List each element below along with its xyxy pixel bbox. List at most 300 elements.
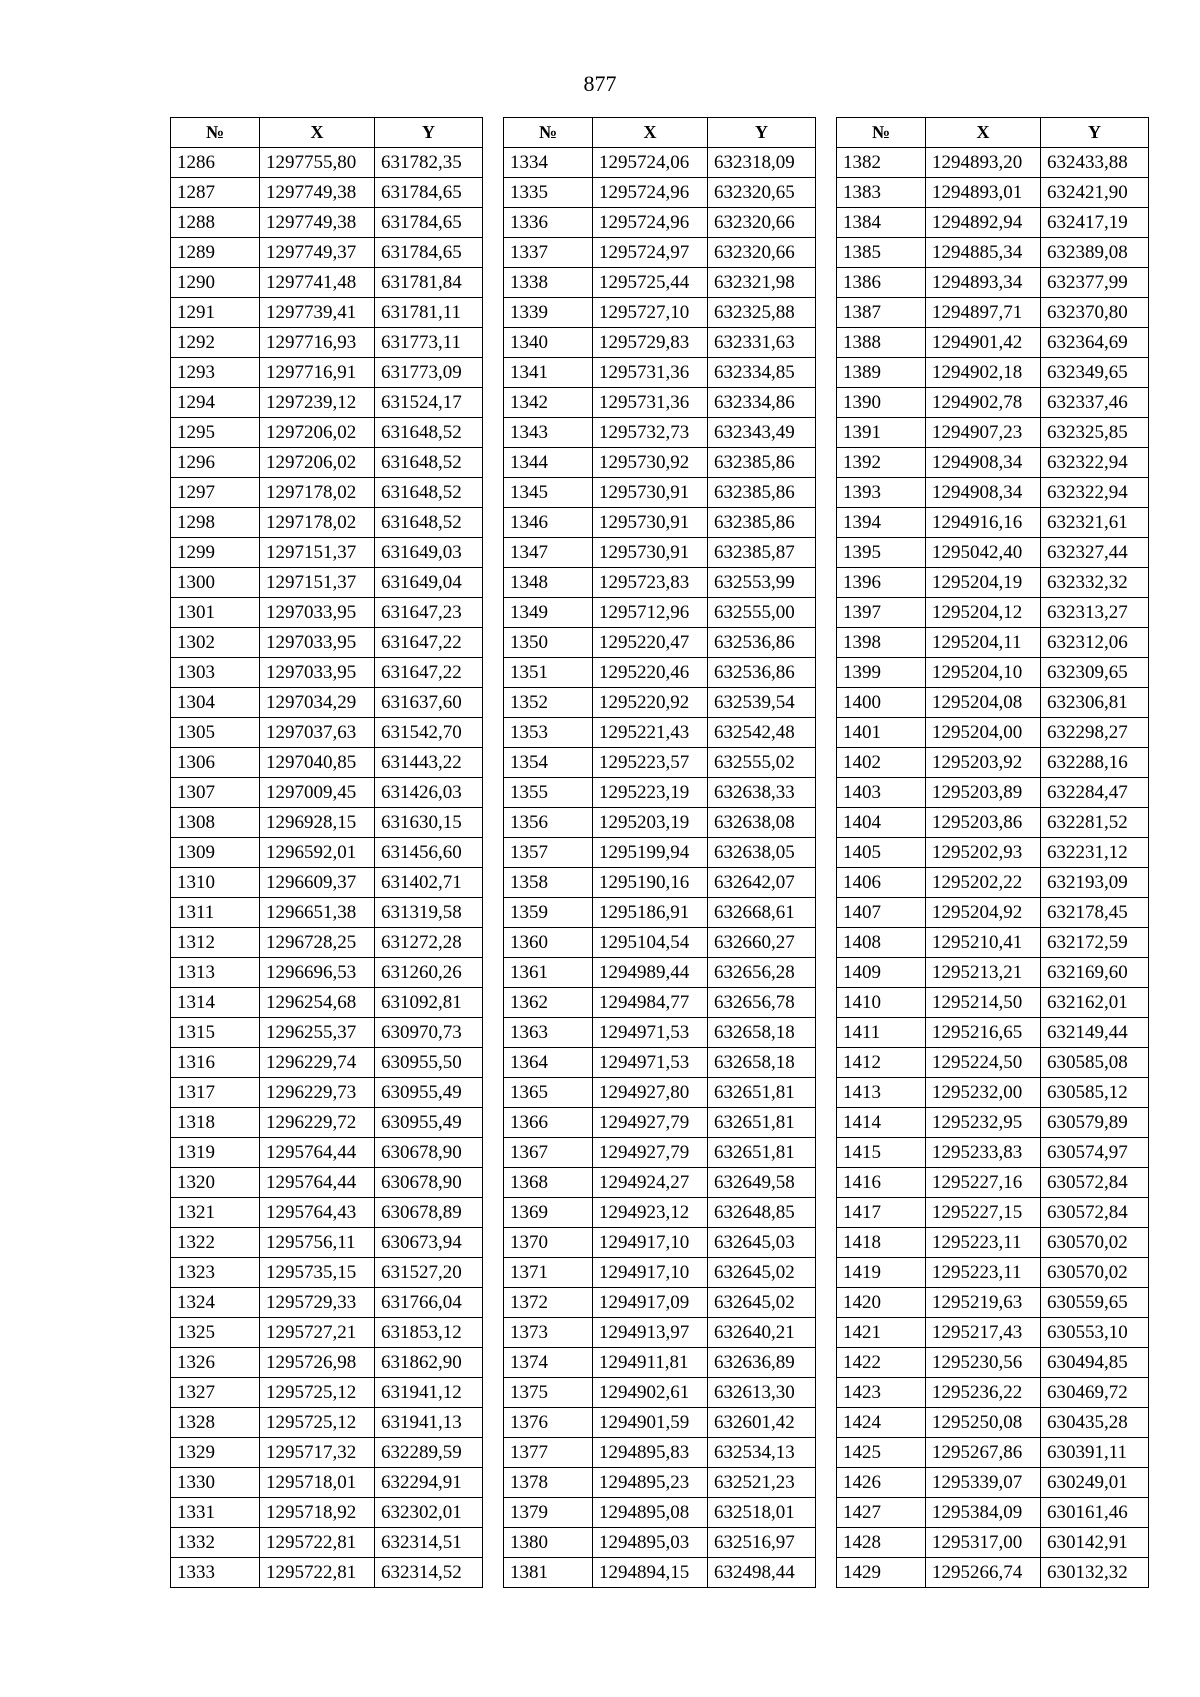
cell-x: 1294908,34 bbox=[926, 448, 1041, 478]
cell-y: 632648,85 bbox=[708, 1198, 816, 1228]
cell-x: 1294895,03 bbox=[593, 1528, 708, 1558]
table-row bbox=[504, 568, 816, 598]
cell-x: 1295221,43 bbox=[593, 718, 708, 748]
table-header-row bbox=[837, 118, 1149, 148]
cell-x: 1297009,45 bbox=[260, 778, 375, 808]
cell-x: 1294917,09 bbox=[593, 1288, 708, 1318]
table-row bbox=[837, 1498, 1149, 1528]
table-row bbox=[171, 328, 483, 358]
cell-x: 1295204,19 bbox=[926, 568, 1041, 598]
cell-y: 632320,65 bbox=[708, 178, 816, 208]
cell-x: 1297033,95 bbox=[260, 658, 375, 688]
cell-x: 1295727,21 bbox=[260, 1318, 375, 1348]
cell-x: 1297040,85 bbox=[260, 748, 375, 778]
cell-x: 1294902,18 bbox=[926, 358, 1041, 388]
cell-number: 1419 bbox=[837, 1258, 926, 1288]
cell-y: 632421,90 bbox=[1041, 178, 1149, 208]
cell-x: 1295266,74 bbox=[926, 1558, 1041, 1588]
cell-number: 1389 bbox=[837, 358, 926, 388]
cell-y: 630572,84 bbox=[1041, 1198, 1149, 1228]
cell-y: 631649,03 bbox=[375, 538, 483, 568]
cell-number: 1424 bbox=[837, 1408, 926, 1438]
table-row bbox=[837, 1168, 1149, 1198]
table-row bbox=[837, 1078, 1149, 1108]
cell-y: 632314,51 bbox=[375, 1528, 483, 1558]
cell-x: 1295204,11 bbox=[926, 628, 1041, 658]
table-row bbox=[837, 628, 1149, 658]
cell-y: 631941,13 bbox=[375, 1408, 483, 1438]
cell-y: 632364,69 bbox=[1041, 328, 1149, 358]
table-row bbox=[171, 238, 483, 268]
cell-number: 1375 bbox=[504, 1378, 593, 1408]
table-row bbox=[504, 1138, 816, 1168]
cell-y: 630955,49 bbox=[375, 1078, 483, 1108]
cell-number: 1305 bbox=[171, 718, 260, 748]
cell-y: 632555,00 bbox=[708, 598, 816, 628]
cell-number: 1342 bbox=[504, 388, 593, 418]
cell-number: 1291 bbox=[171, 298, 260, 328]
cell-y: 630161,46 bbox=[1041, 1498, 1149, 1528]
cell-x: 1297206,02 bbox=[260, 448, 375, 478]
cell-x: 1295190,16 bbox=[593, 868, 708, 898]
cell-x: 1295718,01 bbox=[260, 1468, 375, 1498]
cell-x: 1294892,94 bbox=[926, 208, 1041, 238]
cell-number: 1399 bbox=[837, 658, 926, 688]
cell-x: 1297749,38 bbox=[260, 178, 375, 208]
cell-number: 1381 bbox=[504, 1558, 593, 1588]
cell-y: 632334,85 bbox=[708, 358, 816, 388]
cell-number: 1357 bbox=[504, 838, 593, 868]
table-row bbox=[837, 1348, 1149, 1378]
cell-number: 1344 bbox=[504, 448, 593, 478]
cell-number: 1301 bbox=[171, 598, 260, 628]
cell-y: 632613,30 bbox=[708, 1378, 816, 1408]
table-row bbox=[837, 598, 1149, 628]
cell-x: 1295731,36 bbox=[593, 388, 708, 418]
cell-number: 1428 bbox=[837, 1528, 926, 1558]
cell-y: 632349,65 bbox=[1041, 358, 1149, 388]
cell-y: 631647,22 bbox=[375, 628, 483, 658]
cell-x: 1295204,92 bbox=[926, 898, 1041, 928]
cell-y: 631648,52 bbox=[375, 418, 483, 448]
cell-y: 632321,61 bbox=[1041, 508, 1149, 538]
cell-y: 630132,32 bbox=[1041, 1558, 1149, 1588]
cell-x: 1295725,12 bbox=[260, 1408, 375, 1438]
cell-y: 631443,22 bbox=[375, 748, 483, 778]
cell-number: 1404 bbox=[837, 808, 926, 838]
cell-x: 1294989,44 bbox=[593, 958, 708, 988]
table-row bbox=[504, 418, 816, 448]
table-row bbox=[837, 1438, 1149, 1468]
cell-x: 1295219,63 bbox=[926, 1288, 1041, 1318]
table-row bbox=[504, 1108, 816, 1138]
table-row bbox=[171, 718, 483, 748]
cell-y: 632337,46 bbox=[1041, 388, 1149, 418]
cell-y: 632284,47 bbox=[1041, 778, 1149, 808]
cell-y: 632645,02 bbox=[708, 1258, 816, 1288]
cell-y: 632193,09 bbox=[1041, 868, 1149, 898]
cell-number: 1356 bbox=[504, 808, 593, 838]
cell-number: 1398 bbox=[837, 628, 926, 658]
cell-x: 1295204,10 bbox=[926, 658, 1041, 688]
cell-number: 1332 bbox=[171, 1528, 260, 1558]
table-row bbox=[837, 838, 1149, 868]
cell-x: 1294984,77 bbox=[593, 988, 708, 1018]
cell-number: 1288 bbox=[171, 208, 260, 238]
coordinates-table-1 bbox=[170, 117, 483, 1588]
cell-y: 632149,44 bbox=[1041, 1018, 1149, 1048]
table-row bbox=[837, 238, 1149, 268]
cell-y: 632656,78 bbox=[708, 988, 816, 1018]
table-row bbox=[171, 178, 483, 208]
table-row bbox=[837, 658, 1149, 688]
cell-x: 1297178,02 bbox=[260, 478, 375, 508]
cell-x: 1295722,81 bbox=[260, 1558, 375, 1588]
cell-number: 1322 bbox=[171, 1228, 260, 1258]
table-row bbox=[504, 988, 816, 1018]
cell-number: 1298 bbox=[171, 508, 260, 538]
cell-x: 1295233,83 bbox=[926, 1138, 1041, 1168]
cell-y: 632668,61 bbox=[708, 898, 816, 928]
table-row bbox=[171, 958, 483, 988]
table-row bbox=[837, 868, 1149, 898]
table-row bbox=[171, 688, 483, 718]
cell-number: 1414 bbox=[837, 1108, 926, 1138]
table-row bbox=[171, 208, 483, 238]
cell-x: 1295384,09 bbox=[926, 1498, 1041, 1528]
cell-x: 1297716,91 bbox=[260, 358, 375, 388]
cell-number: 1327 bbox=[171, 1378, 260, 1408]
cell-x: 1295236,22 bbox=[926, 1378, 1041, 1408]
table-row bbox=[837, 1288, 1149, 1318]
table-row bbox=[837, 688, 1149, 718]
table-row bbox=[171, 448, 483, 478]
cell-y: 630970,73 bbox=[375, 1018, 483, 1048]
cell-number: 1385 bbox=[837, 238, 926, 268]
cell-y: 631784,65 bbox=[375, 208, 483, 238]
cell-x: 1295204,00 bbox=[926, 718, 1041, 748]
table-row bbox=[504, 718, 816, 748]
table-row bbox=[171, 1438, 483, 1468]
cell-x: 1295042,40 bbox=[926, 538, 1041, 568]
cell-y: 631862,90 bbox=[375, 1348, 483, 1378]
cell-x: 1295203,92 bbox=[926, 748, 1041, 778]
table-row bbox=[504, 1048, 816, 1078]
cell-number: 1371 bbox=[504, 1258, 593, 1288]
cell-x: 1295186,91 bbox=[593, 898, 708, 928]
cell-y: 632385,87 bbox=[708, 538, 816, 568]
cell-x: 1294927,79 bbox=[593, 1108, 708, 1138]
cell-x: 1296255,37 bbox=[260, 1018, 375, 1048]
cell-x: 1297239,12 bbox=[260, 388, 375, 418]
table-row bbox=[504, 1378, 816, 1408]
cell-number: 1365 bbox=[504, 1078, 593, 1108]
cell-y: 631784,65 bbox=[375, 178, 483, 208]
cell-number: 1384 bbox=[837, 208, 926, 238]
table-row bbox=[504, 898, 816, 928]
cell-x: 1295230,56 bbox=[926, 1348, 1041, 1378]
cell-x: 1295199,94 bbox=[593, 838, 708, 868]
table-row bbox=[837, 148, 1149, 178]
cell-y: 631781,11 bbox=[375, 298, 483, 328]
cell-number: 1307 bbox=[171, 778, 260, 808]
cell-number: 1407 bbox=[837, 898, 926, 928]
cell-number: 1352 bbox=[504, 688, 593, 718]
cell-number: 1302 bbox=[171, 628, 260, 658]
cell-y: 632651,81 bbox=[708, 1108, 816, 1138]
cell-x: 1295718,92 bbox=[260, 1498, 375, 1528]
cell-y: 632656,28 bbox=[708, 958, 816, 988]
table-row bbox=[171, 388, 483, 418]
cell-x: 1296928,15 bbox=[260, 808, 375, 838]
cell-number: 1406 bbox=[837, 868, 926, 898]
cell-y: 630678,90 bbox=[375, 1138, 483, 1168]
table-row bbox=[504, 1558, 816, 1588]
table-row bbox=[504, 1168, 816, 1198]
cell-number: 1410 bbox=[837, 988, 926, 1018]
cell-number: 1418 bbox=[837, 1228, 926, 1258]
cell-x: 1297755,80 bbox=[260, 148, 375, 178]
cell-y: 630673,94 bbox=[375, 1228, 483, 1258]
cell-number: 1293 bbox=[171, 358, 260, 388]
cell-y: 632178,45 bbox=[1041, 898, 1149, 928]
table-row bbox=[837, 268, 1149, 298]
cell-x: 1294897,71 bbox=[926, 298, 1041, 328]
table-row bbox=[837, 448, 1149, 478]
table-row bbox=[504, 628, 816, 658]
cell-x: 1294908,34 bbox=[926, 478, 1041, 508]
cell-number: 1421 bbox=[837, 1318, 926, 1348]
cell-number: 1393 bbox=[837, 478, 926, 508]
table-row bbox=[171, 508, 483, 538]
table-row bbox=[504, 808, 816, 838]
cell-number: 1420 bbox=[837, 1288, 926, 1318]
cell-y: 631784,65 bbox=[375, 238, 483, 268]
cell-number: 1346 bbox=[504, 508, 593, 538]
cell-y: 632389,08 bbox=[1041, 238, 1149, 268]
cell-y: 632298,27 bbox=[1041, 718, 1149, 748]
cell-number: 1360 bbox=[504, 928, 593, 958]
column-header-x: X bbox=[260, 118, 375, 148]
cell-number: 1290 bbox=[171, 268, 260, 298]
cell-x: 1295764,44 bbox=[260, 1168, 375, 1198]
cell-y: 632321,98 bbox=[708, 268, 816, 298]
table-row bbox=[837, 1048, 1149, 1078]
cell-x: 1296229,73 bbox=[260, 1078, 375, 1108]
cell-y: 632536,86 bbox=[708, 628, 816, 658]
cell-x: 1294924,27 bbox=[593, 1168, 708, 1198]
cell-x: 1296651,38 bbox=[260, 898, 375, 928]
cell-y: 632320,66 bbox=[708, 238, 816, 268]
cell-y: 632555,02 bbox=[708, 748, 816, 778]
table-row bbox=[837, 178, 1149, 208]
cell-x: 1294917,10 bbox=[593, 1258, 708, 1288]
cell-x: 1295104,54 bbox=[593, 928, 708, 958]
cell-y: 632172,59 bbox=[1041, 928, 1149, 958]
cell-number: 1292 bbox=[171, 328, 260, 358]
cell-y: 631773,09 bbox=[375, 358, 483, 388]
cell-x: 1294902,61 bbox=[593, 1378, 708, 1408]
cell-x: 1295216,65 bbox=[926, 1018, 1041, 1048]
cell-number: 1347 bbox=[504, 538, 593, 568]
cell-x: 1294895,23 bbox=[593, 1468, 708, 1498]
cell-x: 1294927,79 bbox=[593, 1138, 708, 1168]
table-row bbox=[171, 1348, 483, 1378]
table-row bbox=[504, 238, 816, 268]
cell-y: 632289,59 bbox=[375, 1438, 483, 1468]
table-row bbox=[837, 1558, 1149, 1588]
cell-y: 630391,11 bbox=[1041, 1438, 1149, 1468]
table-row bbox=[171, 808, 483, 838]
table-row bbox=[504, 1198, 816, 1228]
cell-y: 632309,65 bbox=[1041, 658, 1149, 688]
table-row bbox=[171, 898, 483, 928]
table-row bbox=[504, 358, 816, 388]
cell-x: 1295756,11 bbox=[260, 1228, 375, 1258]
cell-number: 1372 bbox=[504, 1288, 593, 1318]
cell-y: 632521,23 bbox=[708, 1468, 816, 1498]
cell-x: 1294923,12 bbox=[593, 1198, 708, 1228]
cell-y: 632651,81 bbox=[708, 1078, 816, 1108]
table-row bbox=[504, 478, 816, 508]
cell-number: 1321 bbox=[171, 1198, 260, 1228]
cell-y: 632638,33 bbox=[708, 778, 816, 808]
cell-number: 1363 bbox=[504, 1018, 593, 1048]
cell-number: 1308 bbox=[171, 808, 260, 838]
cell-x: 1295730,91 bbox=[593, 478, 708, 508]
cell-x: 1295232,95 bbox=[926, 1108, 1041, 1138]
table-row bbox=[171, 1258, 483, 1288]
table-row bbox=[171, 1318, 483, 1348]
table-row bbox=[837, 988, 1149, 1018]
cell-x: 1297178,02 bbox=[260, 508, 375, 538]
cell-y: 632385,86 bbox=[708, 478, 816, 508]
cell-x: 1297741,48 bbox=[260, 268, 375, 298]
cell-number: 1355 bbox=[504, 778, 593, 808]
cell-number: 1409 bbox=[837, 958, 926, 988]
cell-y: 631524,17 bbox=[375, 388, 483, 418]
cell-y: 632312,06 bbox=[1041, 628, 1149, 658]
cell-x: 1294893,34 bbox=[926, 268, 1041, 298]
cell-y: 631542,70 bbox=[375, 718, 483, 748]
cell-number: 1297 bbox=[171, 478, 260, 508]
cell-number: 1348 bbox=[504, 568, 593, 598]
cell-number: 1358 bbox=[504, 868, 593, 898]
cell-y: 632322,94 bbox=[1041, 478, 1149, 508]
table-row bbox=[837, 418, 1149, 448]
table-row bbox=[837, 478, 1149, 508]
cell-y: 630585,08 bbox=[1041, 1048, 1149, 1078]
cell-y: 632343,49 bbox=[708, 418, 816, 448]
table-row bbox=[171, 1228, 483, 1258]
cell-y: 632645,02 bbox=[708, 1288, 816, 1318]
table-row bbox=[837, 898, 1149, 928]
column-header-number: № bbox=[171, 118, 260, 148]
cell-x: 1295735,15 bbox=[260, 1258, 375, 1288]
cell-number: 1370 bbox=[504, 1228, 593, 1258]
cell-x: 1297033,95 bbox=[260, 628, 375, 658]
cell-number: 1311 bbox=[171, 898, 260, 928]
table-row bbox=[171, 838, 483, 868]
cell-number: 1416 bbox=[837, 1168, 926, 1198]
cell-y: 632377,99 bbox=[1041, 268, 1149, 298]
cell-y: 632645,03 bbox=[708, 1228, 816, 1258]
cell-y: 632498,44 bbox=[708, 1558, 816, 1588]
page-number: 877 bbox=[583, 71, 617, 96]
table-row bbox=[171, 418, 483, 448]
table-row bbox=[171, 268, 483, 298]
cell-x: 1296728,25 bbox=[260, 928, 375, 958]
cell-number: 1304 bbox=[171, 688, 260, 718]
cell-number: 1400 bbox=[837, 688, 926, 718]
table-row bbox=[837, 1468, 1149, 1498]
cell-y: 631260,26 bbox=[375, 958, 483, 988]
cell-y: 632325,88 bbox=[708, 298, 816, 328]
cell-number: 1351 bbox=[504, 658, 593, 688]
table-row bbox=[504, 328, 816, 358]
cell-number: 1309 bbox=[171, 838, 260, 868]
cell-y: 632649,58 bbox=[708, 1168, 816, 1198]
cell-number: 1337 bbox=[504, 238, 593, 268]
cell-x: 1295224,50 bbox=[926, 1048, 1041, 1078]
cell-y: 632601,42 bbox=[708, 1408, 816, 1438]
cell-y: 632332,32 bbox=[1041, 568, 1149, 598]
cell-x: 1295317,00 bbox=[926, 1528, 1041, 1558]
cell-number: 1335 bbox=[504, 178, 593, 208]
cell-x: 1297037,63 bbox=[260, 718, 375, 748]
cell-number: 1317 bbox=[171, 1078, 260, 1108]
cell-x: 1294916,16 bbox=[926, 508, 1041, 538]
table-row bbox=[837, 298, 1149, 328]
table-row bbox=[837, 1528, 1149, 1558]
table-row bbox=[504, 538, 816, 568]
cell-number: 1425 bbox=[837, 1438, 926, 1468]
table-row bbox=[171, 1078, 483, 1108]
coordinates-table-3 bbox=[836, 117, 1149, 1588]
table-row bbox=[837, 1378, 1149, 1408]
cell-x: 1297033,95 bbox=[260, 598, 375, 628]
cell-number: 1339 bbox=[504, 298, 593, 328]
cell-number: 1369 bbox=[504, 1198, 593, 1228]
cell-number: 1377 bbox=[504, 1438, 593, 1468]
cell-x: 1294971,53 bbox=[593, 1018, 708, 1048]
cell-y: 632302,01 bbox=[375, 1498, 483, 1528]
cell-y: 632288,16 bbox=[1041, 748, 1149, 778]
cell-x: 1295725,44 bbox=[593, 268, 708, 298]
cell-x: 1294893,01 bbox=[926, 178, 1041, 208]
cell-x: 1295731,36 bbox=[593, 358, 708, 388]
cell-x: 1295223,11 bbox=[926, 1258, 1041, 1288]
cell-y: 632320,66 bbox=[708, 208, 816, 238]
cell-number: 1320 bbox=[171, 1168, 260, 1198]
cell-x: 1295214,50 bbox=[926, 988, 1041, 1018]
table-row bbox=[837, 328, 1149, 358]
table-row bbox=[171, 778, 483, 808]
table-row bbox=[171, 568, 483, 598]
cell-number: 1350 bbox=[504, 628, 593, 658]
table-row bbox=[504, 268, 816, 298]
table-row bbox=[837, 508, 1149, 538]
cell-number: 1315 bbox=[171, 1018, 260, 1048]
cell-y: 630435,28 bbox=[1041, 1408, 1149, 1438]
cell-x: 1295202,93 bbox=[926, 838, 1041, 868]
cell-number: 1423 bbox=[837, 1378, 926, 1408]
cell-y: 630585,12 bbox=[1041, 1078, 1149, 1108]
cell-y: 630955,49 bbox=[375, 1108, 483, 1138]
cell-x: 1295227,16 bbox=[926, 1168, 1041, 1198]
table-row bbox=[171, 1408, 483, 1438]
cell-x: 1294885,34 bbox=[926, 238, 1041, 268]
